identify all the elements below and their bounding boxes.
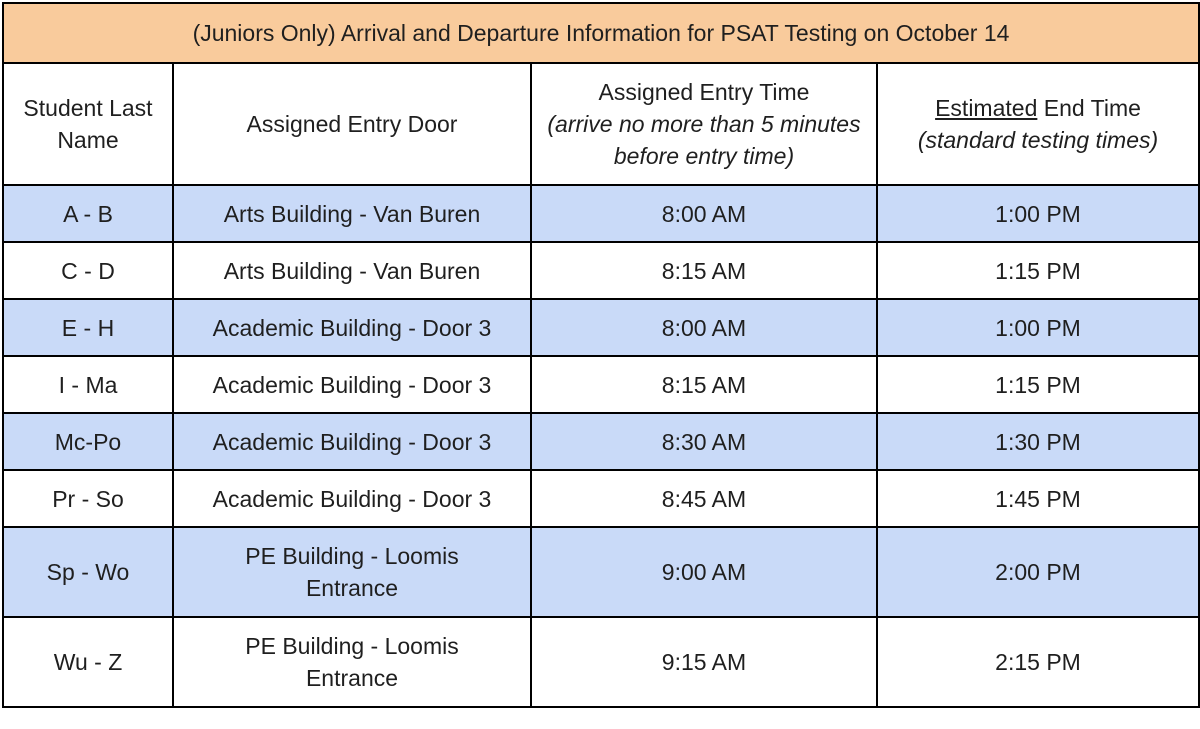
cell-end-time: 2:15 PM [877, 617, 1199, 707]
table-row [3, 470, 1199, 527]
cell-end-time: 1:15 PM [877, 242, 1199, 299]
cell-end-time: 1:30 PM [877, 413, 1199, 470]
cell-entry-time: 8:00 AM [531, 299, 877, 356]
cell-last-name: Pr - So [3, 470, 173, 527]
cell-entry-door: PE Building - Loomis Entrance [173, 527, 531, 617]
cell-last-name: A - B [3, 185, 173, 242]
table-title: (Juniors Only) Arrival and Departure Information for PSAT Testing on October 14 [3, 3, 1199, 63]
table-row [3, 413, 1199, 470]
cell-entry-time: 8:45 AM [531, 470, 877, 527]
cell-end-time: 2:00 PM [877, 527, 1199, 617]
cell-entry-time: 9:00 AM [531, 527, 877, 617]
cell-entry-time: 8:15 AM [531, 356, 877, 413]
cell-entry-time: 8:00 AM [531, 185, 877, 242]
header-last-name [3, 63, 173, 185]
table-row [3, 185, 1199, 242]
cell-entry-door: Academic Building - Door 3 [173, 299, 531, 356]
psat-schedule-table [2, 2, 1200, 708]
cell-entry-door: Arts Building - Van Buren [173, 185, 531, 242]
cell-entry-time: 8:30 AM [531, 413, 877, 470]
header-entry-time-label: Assigned Entry Time [598, 79, 810, 105]
header-end-time-emphasis: Estimated [935, 95, 1038, 121]
header-entry-time-note: (arrive no more than 5 minutes before entry time) [547, 111, 861, 169]
header-last-name-label: Student Last Name [23, 95, 153, 153]
header-end-time-label: End Time [1037, 95, 1141, 121]
cell-last-name: Mc-Po [3, 413, 173, 470]
cell-end-time: 1:00 PM [877, 185, 1199, 242]
cell-entry-time: 8:15 AM [531, 242, 877, 299]
cell-end-time: 1:00 PM [877, 299, 1199, 356]
cell-entry-time: 9:15 AM [531, 617, 877, 707]
header-end-time-note: (standard testing times) [917, 127, 1159, 153]
cell-last-name: I - Ma [3, 356, 173, 413]
table-row [3, 527, 1199, 617]
schedule-rows [3, 185, 1199, 707]
title-row [3, 3, 1199, 63]
cell-entry-door: Arts Building - Van Buren [173, 242, 531, 299]
cell-end-time: 1:15 PM [877, 356, 1199, 413]
cell-entry-door: PE Building - Loomis Entrance [173, 617, 531, 707]
table-row [3, 356, 1199, 413]
header-row [3, 63, 1199, 185]
cell-last-name: E - H [3, 299, 173, 356]
cell-entry-door: Academic Building - Door 3 [173, 356, 531, 413]
table-row [3, 299, 1199, 356]
cell-last-name: Wu - Z [3, 617, 173, 707]
header-entry-door [173, 63, 531, 185]
header-entry-time [531, 63, 877, 185]
cell-last-name: C - D [3, 242, 173, 299]
cell-end-time: 1:45 PM [877, 470, 1199, 527]
table-row [3, 617, 1199, 707]
header-end-time [877, 63, 1199, 185]
cell-entry-door: Academic Building - Door 3 [173, 413, 531, 470]
table-row [3, 242, 1199, 299]
cell-last-name: Sp - Wo [3, 527, 173, 617]
header-entry-door-label: Assigned Entry Door [246, 111, 458, 137]
cell-entry-door: Academic Building - Door 3 [173, 470, 531, 527]
